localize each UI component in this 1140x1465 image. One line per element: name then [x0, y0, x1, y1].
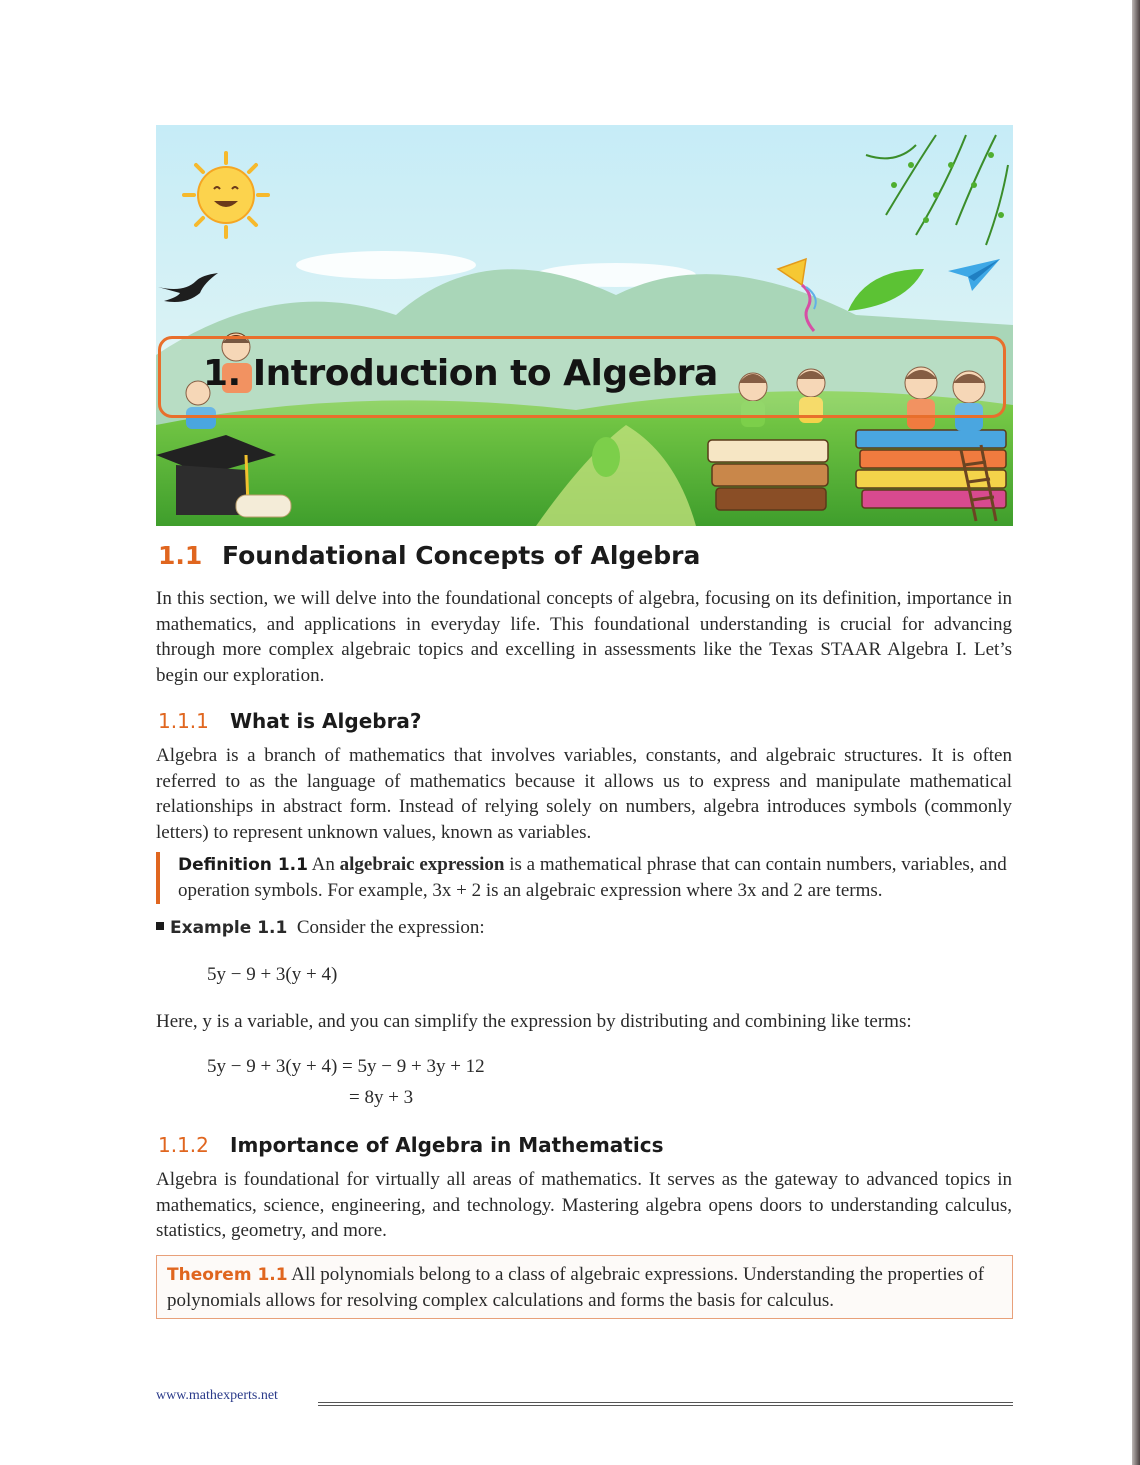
subsection-paragraph: Algebra is a branch of mathematics that involves variables, constants, and algebraic structures. It is often referred to as the language of mathematics because it allows us to express and manipulate mathematical relationships in abstract form. Instead of relying solely on numbers, algebra introduces symbols (commonly letters) to represent unknown values, known as variables. — [156, 745, 1012, 843]
kite-icon — [774, 255, 834, 335]
example-bullet-icon — [156, 922, 164, 930]
subsection-number: 1.1.1 — [158, 709, 209, 733]
definition-block — [156, 852, 1012, 904]
section-title: Foundational Concepts of Algebra — [222, 541, 701, 570]
footer-url-link[interactable]: www.mathexperts.net — [156, 1388, 278, 1403]
footer-rule — [318, 1402, 1013, 1406]
example-text: Consider the expression: — [296, 917, 485, 938]
section-number: 1.1 — [158, 541, 203, 570]
books-icon — [706, 420, 1013, 526]
bird-icon — [156, 271, 220, 311]
theorem-label: Theorem 1.1 — [167, 1265, 288, 1285]
example-expression: 5y − 9 + 3(y + 4) — [207, 964, 338, 985]
subsection-heading — [158, 1133, 663, 1157]
leaf-icon — [846, 265, 926, 315]
page-edge-shadow — [1132, 0, 1140, 1465]
graduation-cap-icon — [156, 425, 296, 526]
definition-term: algebraic expression — [339, 854, 505, 875]
subsection-paragraph: Algebra is foundational for virtually all areas of mathematics. It serves as the gateway to advanced topics in mathematics, science, engineering, and technology. Mastering algebra opens doors to understanding calculus, statistics, geometry, and more. — [156, 1169, 1012, 1241]
subsection-title: What is Algebra? — [230, 709, 422, 733]
subsection-heading — [158, 709, 422, 733]
subsection-title: Importance of Algebra in Mathematics — [230, 1133, 664, 1157]
example-block — [156, 917, 485, 939]
definition-text-before: An — [311, 854, 335, 875]
example-label: Example 1.1 — [170, 918, 288, 938]
example-explanation: Here, y is a variable, and you can simplify the expression by distributing and combining like terms: — [156, 1011, 912, 1032]
paper-plane-icon — [946, 257, 1002, 293]
theorem-text: All polynomials belong to a class of algebraic expressions. Understanding the properties of polynomials allows for resolving complex calculations and forms the basis for calculus. — [167, 1264, 985, 1311]
chapter-title: 1. Introduction to Algebra — [203, 353, 718, 394]
theorem-box — [156, 1255, 1013, 1319]
chapter-title-frame — [158, 336, 1006, 418]
simplification-step-1: 5y − 9 + 3(y + 4) = 5y − 9 + 3y + 12 — [207, 1056, 485, 1077]
section-paragraph: In this section, we will delve into the foundational concepts of algebra, focusing on its definition, importance in mathematics, and applications in everyday life. This foundational understanding is crucial for advancing through more complex algebraic topics and excelling in assessments like the Texas STAAR Algebra I. Let’s begin our exploration. — [156, 588, 1012, 686]
definition-text-after: is a mathematical phrase that can contain numbers, variables, and operation symbols. For example, 3x + 2 is an algebraic expression where 3x and 2 are terms. — [178, 854, 1007, 901]
section-heading — [158, 541, 700, 570]
definition-label: Definition 1.1 — [178, 855, 308, 875]
subsection-number: 1.1.2 — [158, 1133, 209, 1157]
sun-icon — [180, 149, 272, 241]
chapter-banner — [156, 125, 1013, 526]
willow-branch-icon — [856, 125, 1013, 255]
simplification-step-2: = 8y + 3 — [349, 1087, 414, 1108]
